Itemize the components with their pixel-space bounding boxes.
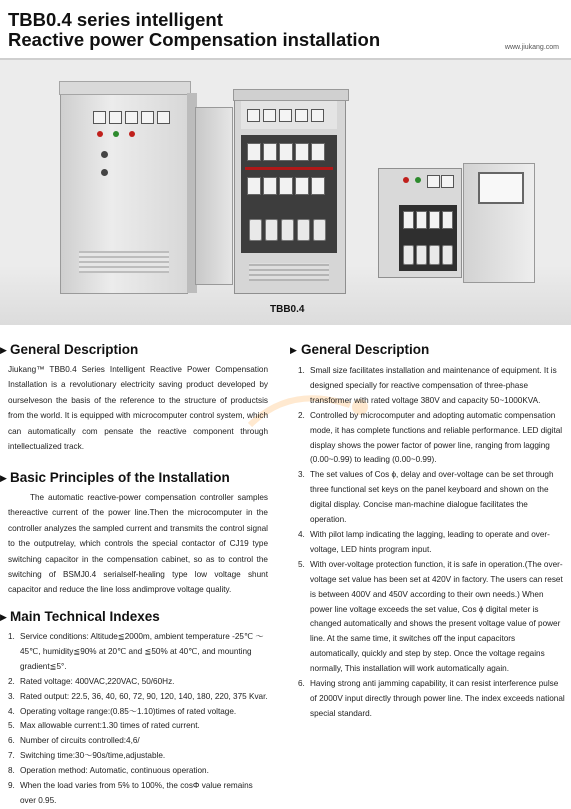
cabinet-wall-image (378, 168, 462, 278)
cabinet-closed-image (60, 90, 188, 294)
page-title (8, 10, 380, 50)
list-item: 5. With over-voltage protection function, it is safe in operation.(The over-voltage set value has been set at 420V in factory. The users can reset is between 400V and 450V according to their own needs.) When power line voltage exceeds the set value, Cos ϕ digital meter is changed automatically and shows the present voltage value of power line. At the same time, it switches off the input capacitors automatically, quickly and step by step. Once the voltage regains normally, This installation will work automatically again. (298, 559, 563, 674)
header (0, 0, 571, 60)
cabinet-interior (241, 135, 337, 253)
contactor-icon (403, 211, 414, 229)
meter-icon (141, 111, 154, 124)
cabinet-top (59, 81, 191, 95)
capacitor-icon (265, 219, 278, 241)
switch-knob-icon (101, 169, 108, 176)
cabinet-open-image (234, 96, 346, 294)
general-description-text: Jiukang™ TBB0.4 Series Intelligent Reactive Power Compensation Installation is a revolutionary electricity saving product developed by ourselveson the basis of the reference to the structure of productsis from the world. It is equipped with microcomputer control system, which can automatically com pensate the reactive component through intellectualized track. (8, 365, 268, 452)
contactor-icon (279, 177, 293, 195)
website-url: www.jiukang.com (504, 44, 559, 51)
contactor-icon (442, 211, 453, 229)
triangle-bullet-icon: ▶ (290, 345, 297, 355)
list-item: 6. Having strong anti jamming capability, it can resist interference pulse of 2000V input directly through power line. The index exceeds national special standard. (298, 679, 565, 718)
list-item: 4. Operating voltage range:(0.85～1.10)times of rated voltage. (8, 706, 237, 716)
section-title-general: General Description (10, 342, 139, 357)
breaker-icon (247, 143, 261, 161)
section-title-indexes: Main Technical Indexes (10, 609, 160, 624)
meter-icon (157, 111, 170, 124)
triangle-bullet-icon: ▶ (0, 473, 7, 483)
list-item: 2. Controlled by microcomputer and adopting automatic compensation mode, it has complete functions and reliable performance. LED digital display shows the power factor of power line, ranging from lagging (0.00~0.99) to leading (0.00~0.99). (298, 410, 563, 465)
capacitor-icon (416, 245, 427, 265)
triangle-bullet-icon: ▶ (0, 612, 7, 622)
contactor-icon (429, 211, 440, 229)
technical-index-list (8, 630, 270, 809)
list-item: 4. With pilot lamp indicating the lagging, leading to operate and over-voltage, LED hints program input. (298, 529, 550, 554)
list-item: 7. Switching time:30～90s/time,adjustable. (8, 751, 166, 761)
meter-icon (263, 109, 276, 122)
meter-icon (109, 111, 122, 124)
title-line-2: Reactive power Compensation installation (8, 29, 381, 50)
capacitor-icon (429, 245, 440, 265)
feature-list (298, 364, 566, 722)
model-caption: TBB0.4 (270, 304, 305, 315)
list-item: 3. Rated output: 22.5, 36, 40, 60, 72, 90, 120, 140, 180, 220, 375 Kvar. (8, 691, 268, 701)
meter-icon (311, 109, 324, 122)
switch-knob-icon (101, 151, 108, 158)
capacitor-icon (281, 219, 294, 241)
section-title-general-right: General Description (301, 342, 430, 357)
busbar (245, 167, 333, 170)
section-title-principles: Basic Principles of the Installation (10, 470, 230, 485)
capacitor-icon (249, 219, 262, 241)
list-item: 3. The set values of Cos ϕ, delay and over-voltage can be set through three functional set keys on the panel keyboard and shown on the digital display. Concise man-machine dialogue facilitates the operation. (298, 470, 554, 525)
breaker-icon (295, 143, 309, 161)
cabinet-top (233, 89, 349, 101)
meter-icon (279, 109, 292, 122)
capacitor-icon (313, 219, 326, 241)
list-item: 8. Operation method: Automatic, continuous operation. (8, 766, 209, 776)
breaker-icon (279, 143, 293, 161)
cabinet-door (195, 107, 233, 285)
meter-icon (93, 111, 106, 124)
contactor-icon (311, 177, 325, 195)
breaker-icon (311, 143, 325, 161)
vent-grille (79, 251, 169, 273)
list-item: 2. Rated voltage: 400VAC,220VAC, 50/60Hz. (8, 676, 175, 686)
list-item: 6. Number of circuits controlled:4,6/ (8, 736, 140, 746)
list-item: 5. Max allowable current:1.30 times of rated current. (8, 721, 200, 731)
meter-icon (295, 109, 308, 122)
contactor-icon (416, 211, 427, 229)
list-item: 1. Service conditions: Altitude≦2000m, ambient temperature -25℃ ～45℃, humidity≦90% at 20℃ and ≦50% at 40℃, and mounting gradient≦5°. (8, 632, 264, 671)
vent-grille (249, 263, 329, 281)
title-line-1: TBB0.4 series intelligent (8, 9, 223, 30)
capacitor-icon (297, 219, 310, 241)
capacitor-icon (403, 245, 414, 265)
contactor-icon (295, 177, 309, 195)
meter-panel (241, 101, 337, 129)
meter-icon (441, 175, 454, 188)
triangle-bullet-icon: ▶ (0, 345, 7, 355)
breaker-icon (263, 143, 277, 161)
indicator-lamp-icon (415, 177, 421, 183)
indicator-lamp-icon (97, 131, 103, 137)
capacitor-icon (442, 245, 453, 265)
indicator-lamp-icon (113, 131, 119, 137)
indicator-lamp-icon (403, 177, 409, 183)
indicator-lamp-icon (129, 131, 135, 137)
contactor-icon (247, 177, 261, 195)
meter-icon (247, 109, 260, 122)
meter-icon (427, 175, 440, 188)
door-window (478, 172, 524, 204)
meter-icon (125, 111, 138, 124)
list-item: 9. When the load varies from 5% to 100%, the cosΦ value remains over 0.95. (8, 781, 253, 805)
list-item: 1. Small size facilitates installation and maintenance of equipment. It is designed specially for reactive compensation of three-phase transformer with rated voltage 380V and capacity 50~1000KVA. (298, 366, 557, 405)
cabinet-door (463, 163, 535, 283)
principles-text: The automatic reactive-power compensation controller samples thereactive current of the power line.Then the microcomputer in the controller analyzes the sampled current and transmits the control signal to the outputrelay, which controls the special contactor of CJ19 type switching capacitor in the compensation cabinet, so as to control the switching of BSMJ0.4 serialself-healing type low voltage shunt capacitor and reduce the line loss andimprove voltage quality. (8, 493, 268, 595)
contactor-icon (263, 177, 277, 195)
cabinet-interior (399, 205, 457, 271)
